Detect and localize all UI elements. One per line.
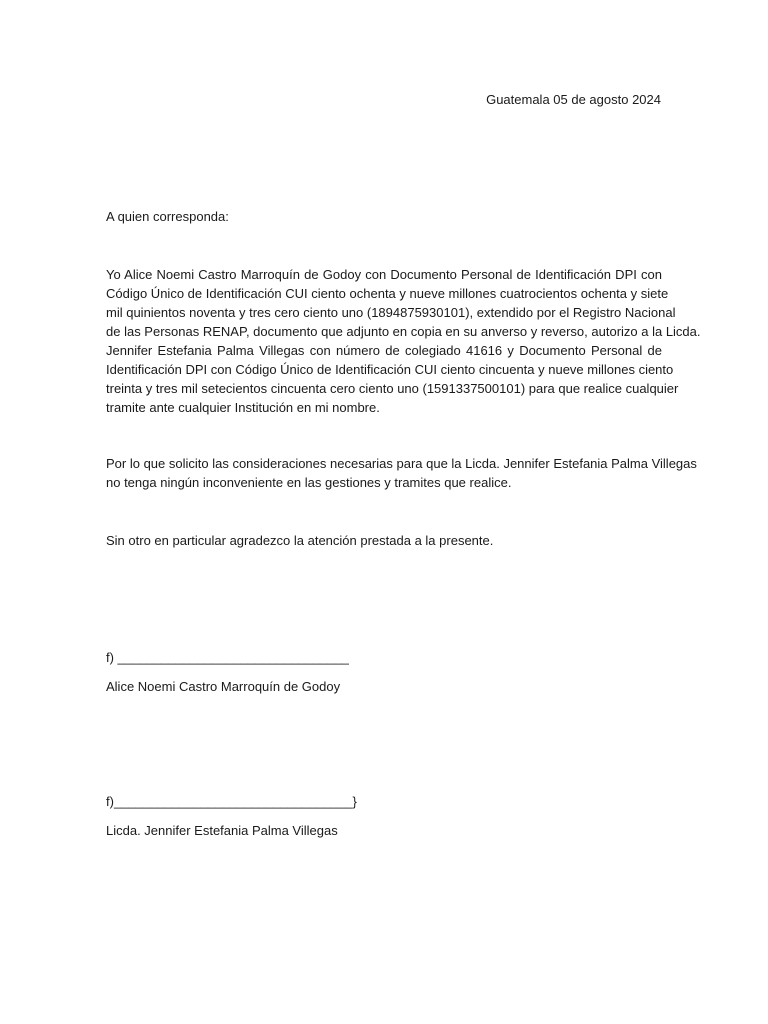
paragraph-line: treinta y tres mil setecientos cincuenta cero ciento uno (1591337500101) para que realice cualquier: [106, 381, 679, 396]
salutation: A quien corresponda:: [106, 209, 229, 224]
paragraph-line: Yo Alice Noemi Castro Marroquín de Godoy con Documento Personal de Identificación DPI con: [106, 267, 662, 282]
paragraph-line: tramite ante cualquier Institución en mi nombre.: [106, 400, 380, 415]
paragraph-line: mil quinientos noventa y tres cero ciento uno (1894875930101), extendido por el Registro Nacional: [106, 305, 676, 320]
closing-sentence: Sin otro en particular agradezco la atención prestada a la presente.: [106, 533, 494, 548]
paragraph-line: Por lo que solicito las consideraciones necesarias para que la Licda. Jennifer Estefania Palma Villegas: [106, 456, 697, 471]
signature-line-2: f)_________________________________}: [106, 794, 357, 809]
letter-date: Guatemala 05 de agosto 2024: [486, 92, 661, 107]
paragraph-line: Código Único de Identificación CUI ciento ochenta y nueve millones cuatrocientos ochenta y siete: [106, 286, 669, 301]
body-paragraph-2: [106, 454, 697, 492]
paragraph-line: de las Personas RENAP, documento que adjunto en copia en su anverso y reverso, autorizo a la Licda.: [106, 324, 701, 339]
paragraph-line: no tenga ningún inconveniente en las gestiones y tramites que realice.: [106, 475, 512, 490]
signatory-name-1: Alice Noemi Castro Marroquín de Godoy: [106, 679, 341, 694]
signature-line-1: f) ________________________________: [106, 650, 349, 665]
paragraph-line: Jennifer Estefania Palma Villegas con número de colegiado 41616 y Documento Personal de: [106, 343, 662, 358]
signatory-name-2: Licda. Jennifer Estefania Palma Villegas: [106, 823, 338, 838]
paragraph-line: Identificación DPI con Código Único de Identificación CUI ciento cincuenta y nueve millones ciento: [106, 362, 674, 377]
body-paragraph-1: [106, 265, 701, 417]
